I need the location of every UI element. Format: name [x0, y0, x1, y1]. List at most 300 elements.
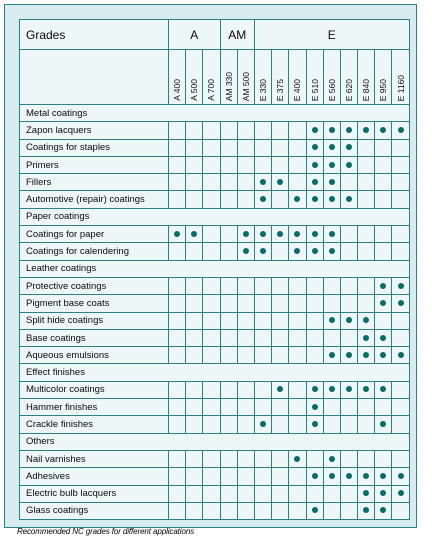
recommended-dot	[312, 404, 318, 410]
grade-cell	[392, 347, 409, 364]
recommended-dot	[398, 473, 404, 479]
grade-code-cell	[358, 50, 375, 105]
grade-cell	[323, 295, 340, 312]
grade-cell	[272, 122, 289, 139]
grade-code-label: A 700	[206, 79, 217, 101]
grade-cell	[169, 139, 186, 156]
table-row	[20, 416, 410, 433]
grade-cell	[289, 174, 306, 191]
grade-cell	[289, 485, 306, 502]
grade-code-cell	[272, 50, 289, 105]
grade-code-cell	[169, 50, 186, 105]
grade-cell	[358, 191, 375, 208]
grade-cell	[323, 243, 340, 260]
grade-cell	[254, 191, 271, 208]
grade-cell	[323, 191, 340, 208]
grade-cell	[358, 312, 375, 329]
grade-cell	[272, 450, 289, 467]
grade-cell	[306, 399, 323, 416]
grade-cell	[306, 295, 323, 312]
section-label: Effect finishes	[20, 364, 410, 381]
recommended-dot	[329, 473, 335, 479]
recommended-dot	[312, 144, 318, 150]
recommended-dot	[363, 127, 369, 133]
grade-cell	[272, 277, 289, 294]
grade-cell	[169, 243, 186, 260]
grade-cell	[220, 191, 237, 208]
grade-cell	[340, 243, 357, 260]
recommended-dot	[312, 162, 318, 168]
grade-cell	[289, 329, 306, 346]
grade-cell	[306, 226, 323, 243]
grade-cell	[392, 468, 409, 485]
recommended-dot	[312, 386, 318, 392]
grade-cell	[203, 122, 220, 139]
recommended-dot	[380, 490, 386, 496]
grade-cell	[272, 191, 289, 208]
grade-cell	[169, 502, 186, 519]
grade-cell	[323, 156, 340, 173]
table-row	[20, 381, 410, 398]
table-row	[20, 502, 410, 519]
grade-cell	[323, 312, 340, 329]
table-row	[20, 122, 410, 139]
grade-cell	[220, 329, 237, 346]
grade-cell	[306, 156, 323, 173]
table-row	[20, 312, 410, 329]
grade-code-label: A 500	[189, 79, 200, 101]
grade-code-label: E 375	[275, 78, 286, 101]
grade-cell	[358, 381, 375, 398]
recommended-dot	[312, 179, 318, 185]
grade-cell	[186, 174, 203, 191]
grade-cell	[169, 122, 186, 139]
grade-cell	[392, 277, 409, 294]
grade-cell	[272, 485, 289, 502]
grade-cell	[392, 191, 409, 208]
application-label: Automotive (repair) coatings	[20, 191, 169, 208]
recommended-dot	[329, 162, 335, 168]
grade-cell	[392, 156, 409, 173]
recommended-dot	[329, 127, 335, 133]
grade-cell	[323, 139, 340, 156]
grade-cell	[392, 450, 409, 467]
grade-cell	[289, 295, 306, 312]
grade-cell	[306, 502, 323, 519]
grade-cell	[203, 347, 220, 364]
grade-cell	[375, 416, 392, 433]
grade-code-label: E 510	[309, 78, 320, 101]
grade-cell	[272, 226, 289, 243]
recommended-dot	[329, 179, 335, 185]
grade-cell	[289, 191, 306, 208]
grade-cell	[237, 312, 254, 329]
grade-cell	[203, 139, 220, 156]
grade-code-cell	[237, 50, 254, 105]
section-label: Metal coatings	[20, 105, 410, 122]
grade-cell	[306, 468, 323, 485]
grade-code-cell	[340, 50, 357, 105]
table-row	[20, 174, 410, 191]
section-label: Others	[20, 433, 410, 450]
group-am-header: AM	[220, 20, 254, 50]
grade-cell	[340, 502, 357, 519]
grade-cell	[237, 174, 254, 191]
section-row	[20, 364, 410, 381]
recommended-dot	[363, 317, 369, 323]
grade-cell	[323, 485, 340, 502]
grade-cell	[375, 122, 392, 139]
grade-cell	[186, 399, 203, 416]
recommended-dot	[346, 352, 352, 358]
grade-cell	[375, 226, 392, 243]
grade-cell	[220, 243, 237, 260]
recommended-dot	[346, 162, 352, 168]
section-row	[20, 433, 410, 450]
grade-cell	[186, 468, 203, 485]
grade-cell	[289, 243, 306, 260]
grade-cell	[358, 174, 375, 191]
grade-cell	[340, 295, 357, 312]
grade-cell	[220, 416, 237, 433]
application-label: Split hide coatings	[20, 312, 169, 329]
grade-code-cell	[375, 50, 392, 105]
grade-cell	[306, 381, 323, 398]
grade-cell	[254, 122, 271, 139]
grade-cell	[237, 347, 254, 364]
recommended-dot	[380, 386, 386, 392]
grade-cell	[203, 329, 220, 346]
grade-code-label: E 400	[292, 78, 303, 101]
grade-cell	[375, 468, 392, 485]
grade-cell	[289, 139, 306, 156]
application-label: Pigment base coats	[20, 295, 169, 312]
grade-cell	[375, 243, 392, 260]
table-row	[20, 226, 410, 243]
grade-cell	[358, 243, 375, 260]
recommended-dot	[346, 317, 352, 323]
recommended-dot	[329, 144, 335, 150]
recommended-dot	[329, 386, 335, 392]
grade-cell	[358, 156, 375, 173]
recommended-dot	[312, 127, 318, 133]
grade-cell	[289, 468, 306, 485]
grade-code-cell	[306, 50, 323, 105]
grade-cell	[306, 416, 323, 433]
grade-cell	[375, 347, 392, 364]
nc-grades-table	[19, 19, 410, 520]
application-label: Nail varnishes	[20, 450, 169, 467]
recommended-dot	[398, 490, 404, 496]
grade-cell	[375, 381, 392, 398]
grade-cell	[289, 277, 306, 294]
recommended-dot	[363, 507, 369, 513]
grade-cell	[186, 139, 203, 156]
grade-cell	[323, 347, 340, 364]
grade-cell	[220, 468, 237, 485]
application-label: Primers	[20, 156, 169, 173]
grade-cell	[392, 329, 409, 346]
application-label: Coatings for paper	[20, 226, 169, 243]
recommended-dot	[260, 231, 266, 237]
recommended-dot	[380, 335, 386, 341]
table-row	[20, 243, 410, 260]
recommended-dot	[294, 456, 300, 462]
grade-cell	[340, 191, 357, 208]
grade-code-label: E 560	[326, 78, 337, 101]
recommended-dot	[174, 231, 180, 237]
grade-cell	[392, 139, 409, 156]
grade-cell	[375, 277, 392, 294]
grade-cell	[254, 399, 271, 416]
grade-code-cell	[254, 50, 271, 105]
grade-cell	[289, 122, 306, 139]
table-caption: Recommended NC grades for different applications	[17, 527, 195, 536]
grade-cell	[323, 399, 340, 416]
section-row	[20, 208, 410, 225]
recommended-dot	[380, 127, 386, 133]
application-label: Electric bulb lacquers	[20, 485, 169, 502]
grade-cell	[340, 122, 357, 139]
grade-cell	[220, 502, 237, 519]
recommended-dot	[243, 248, 249, 254]
grade-cell	[169, 416, 186, 433]
grade-cell	[272, 416, 289, 433]
grade-cell	[169, 174, 186, 191]
grade-cell	[272, 381, 289, 398]
grade-cell	[203, 191, 220, 208]
recommended-dot	[380, 473, 386, 479]
grade-cell	[272, 243, 289, 260]
recommended-dot	[329, 196, 335, 202]
grade-cell	[375, 399, 392, 416]
recommended-dot	[380, 507, 386, 513]
grade-cell	[237, 295, 254, 312]
recommended-dot	[312, 231, 318, 237]
section-row	[20, 105, 410, 122]
grade-code-cell	[323, 50, 340, 105]
group-a-header: A	[169, 20, 221, 50]
grade-cell	[392, 174, 409, 191]
grade-cell	[306, 450, 323, 467]
recommended-dot	[363, 473, 369, 479]
grade-cell	[358, 399, 375, 416]
grade-cell	[392, 312, 409, 329]
grade-cell	[272, 502, 289, 519]
recommended-dot	[260, 196, 266, 202]
grade-cell	[289, 399, 306, 416]
grade-cell	[306, 191, 323, 208]
grade-cell	[358, 139, 375, 156]
recommended-dot	[363, 335, 369, 341]
grade-cell	[272, 312, 289, 329]
grade-cell	[203, 243, 220, 260]
grade-cell	[169, 191, 186, 208]
grade-cell	[358, 347, 375, 364]
table-row	[20, 139, 410, 156]
grade-cell	[340, 277, 357, 294]
grade-cell	[358, 122, 375, 139]
recommended-dot	[329, 231, 335, 237]
grade-cell	[392, 226, 409, 243]
recommended-dot	[260, 421, 266, 427]
grade-cell	[254, 139, 271, 156]
grade-cell	[340, 399, 357, 416]
grade-code-cell	[220, 50, 237, 105]
grade-code-label: E 330	[258, 78, 269, 101]
grade-cell	[186, 122, 203, 139]
grade-cell	[169, 450, 186, 467]
grade-cell	[237, 416, 254, 433]
grade-cell	[169, 399, 186, 416]
grade-cell	[237, 450, 254, 467]
grade-cell	[358, 295, 375, 312]
grade-cell	[289, 347, 306, 364]
grade-cell	[358, 468, 375, 485]
grade-cell	[220, 277, 237, 294]
grade-cell	[375, 174, 392, 191]
recommended-dot	[294, 248, 300, 254]
grade-cell	[169, 381, 186, 398]
section-label: Paper coatings	[20, 208, 410, 225]
grade-code-label: AM 330	[223, 71, 234, 101]
grade-cell	[392, 399, 409, 416]
table-row	[20, 277, 410, 294]
grade-cell	[289, 226, 306, 243]
application-label: Coatings for calendering	[20, 243, 169, 260]
grade-cell	[203, 312, 220, 329]
table-row	[20, 156, 410, 173]
grade-cell	[323, 416, 340, 433]
grade-code-corner	[20, 50, 169, 105]
grade-cell	[237, 468, 254, 485]
grade-cell	[289, 502, 306, 519]
grades-header: Grades	[20, 20, 169, 50]
grade-cell	[358, 485, 375, 502]
grade-cell	[375, 485, 392, 502]
recommended-dot	[398, 300, 404, 306]
grade-cell	[323, 329, 340, 346]
recommended-dot	[260, 248, 266, 254]
recommended-dot	[329, 352, 335, 358]
grade-cell	[375, 312, 392, 329]
grade-cell	[254, 277, 271, 294]
grade-cell	[392, 295, 409, 312]
table-row	[20, 347, 410, 364]
application-label: Protective coatings	[20, 277, 169, 294]
grade-cell	[306, 312, 323, 329]
recommended-dot	[294, 196, 300, 202]
application-label: Coatings for staples	[20, 139, 169, 156]
grade-cell	[392, 122, 409, 139]
recommended-dot	[380, 352, 386, 358]
application-label: Hammer finishes	[20, 399, 169, 416]
grade-cell	[254, 174, 271, 191]
grade-cell	[272, 399, 289, 416]
grade-cell	[237, 277, 254, 294]
grade-cell	[272, 139, 289, 156]
table-row	[20, 191, 410, 208]
table-row	[20, 295, 410, 312]
grade-cell	[169, 277, 186, 294]
recommended-dot	[294, 231, 300, 237]
grade-cell	[306, 485, 323, 502]
grade-cell	[237, 226, 254, 243]
application-label: Crackle finishes	[20, 416, 169, 433]
grade-code-label: E 620	[343, 78, 354, 101]
grade-cell	[375, 450, 392, 467]
grade-cell	[358, 329, 375, 346]
grade-cell	[375, 191, 392, 208]
grade-cell	[237, 191, 254, 208]
grade-cell	[220, 295, 237, 312]
grade-code-row	[20, 50, 410, 105]
grade-cell	[220, 399, 237, 416]
grade-cell	[358, 226, 375, 243]
application-label: Zapon lacquers	[20, 122, 169, 139]
grade-cell	[220, 450, 237, 467]
application-label: Base coatings	[20, 329, 169, 346]
grade-cell	[340, 468, 357, 485]
grade-cell	[254, 226, 271, 243]
table-row	[20, 485, 410, 502]
grade-cell	[340, 485, 357, 502]
grade-cell	[254, 468, 271, 485]
grade-cell	[169, 485, 186, 502]
recommended-dot	[329, 317, 335, 323]
grade-cell	[186, 226, 203, 243]
grade-cell	[237, 381, 254, 398]
recommended-dot	[312, 507, 318, 513]
grade-code-cell	[392, 50, 409, 105]
grade-cell	[203, 295, 220, 312]
grade-cell	[340, 450, 357, 467]
grade-cell	[306, 347, 323, 364]
grade-cell	[203, 399, 220, 416]
recommended-dot	[329, 456, 335, 462]
grade-code-cell	[186, 50, 203, 105]
recommended-dot	[380, 300, 386, 306]
grade-cell	[340, 312, 357, 329]
grade-cell	[254, 347, 271, 364]
application-label: Aqueous emulsions	[20, 347, 169, 364]
grade-cell	[289, 416, 306, 433]
grade-cell	[237, 243, 254, 260]
grade-cell	[186, 312, 203, 329]
grade-cell	[186, 191, 203, 208]
grade-cell	[203, 174, 220, 191]
grade-cell	[392, 485, 409, 502]
grade-cell	[169, 329, 186, 346]
grade-code-label: A 400	[172, 79, 183, 101]
grade-cell	[186, 502, 203, 519]
grade-cell	[340, 347, 357, 364]
grade-cell	[220, 122, 237, 139]
grade-cell	[220, 312, 237, 329]
grade-cell	[323, 226, 340, 243]
grade-cell	[237, 502, 254, 519]
recommended-dot	[312, 248, 318, 254]
grade-cell	[220, 139, 237, 156]
grade-cell	[186, 277, 203, 294]
section-row	[20, 260, 410, 277]
grade-cell	[375, 139, 392, 156]
grade-cell	[186, 243, 203, 260]
recommended-dot	[277, 179, 283, 185]
grade-cell	[323, 381, 340, 398]
recommended-dot	[191, 231, 197, 237]
grade-cell	[254, 156, 271, 173]
